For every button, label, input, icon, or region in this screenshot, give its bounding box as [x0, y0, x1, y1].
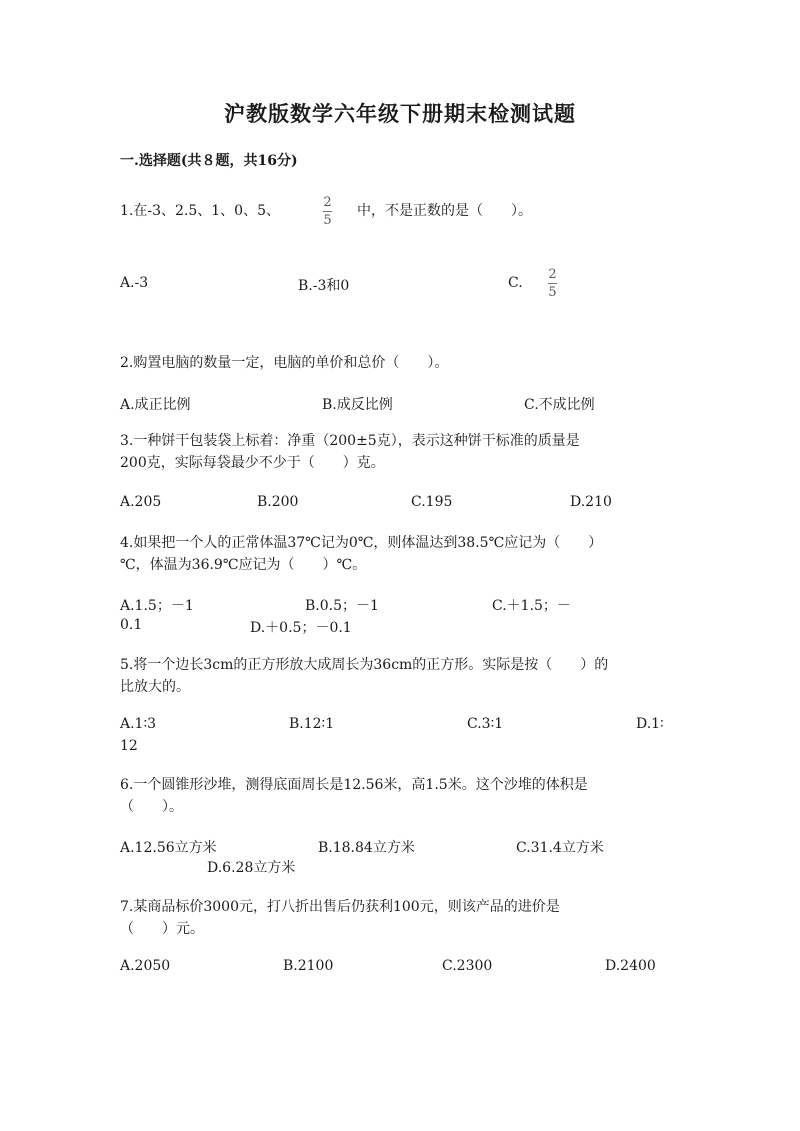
- fraction-bar: [323, 211, 332, 212]
- question-2-option-c[interactable]: C.不成比例: [524, 397, 595, 413]
- fraction-bar: [548, 283, 557, 284]
- question-4-line-1: 4.如果把一个人的正常体温37℃记为0℃，则体温达到38.5℃应记为（ ）: [120, 535, 603, 551]
- question-1-option-c[interactable]: C.: [508, 275, 523, 291]
- question-2-option-b[interactable]: B.成反比例: [322, 397, 393, 413]
- question-7-option-c[interactable]: C.2300: [442, 958, 493, 974]
- question-7-option-b[interactable]: B.2100: [283, 958, 334, 974]
- question-2-text: 2.购置电脑的数量一定，电脑的单价和总价（ ）。: [120, 355, 449, 371]
- question-7-line-2: （ ）元。: [120, 921, 204, 937]
- question-7-line-1: 7.某商品标价3000元，打八折出售后仍获利100元，则该产品的进价是: [120, 899, 560, 915]
- question-1-option-a[interactable]: A.-3: [120, 275, 149, 291]
- question-4-line-2: ℃，体温为36.9℃应记为（ ）℃。: [120, 557, 367, 573]
- question-5-option-b[interactable]: B.12∶1: [289, 716, 335, 732]
- question-6-option-a[interactable]: A.12.56立方米: [120, 840, 217, 856]
- question-6-option-d[interactable]: D.6.28立方米: [207, 860, 296, 876]
- question-1-text-a: 1.在-3、2.5、1、0、5、: [120, 203, 280, 219]
- question-7-option-d[interactable]: D.2400: [605, 958, 656, 974]
- question-4-option-c[interactable]: C.＋1.5；－: [492, 598, 571, 614]
- fraction-denominator: 5: [548, 285, 557, 300]
- question-3-option-b[interactable]: B.200: [257, 494, 299, 510]
- question-5-option-a[interactable]: A.1∶3: [120, 716, 157, 732]
- question-6-option-c[interactable]: C.31.4立方米: [516, 840, 604, 856]
- question-6-line-2: （ ）。: [120, 799, 183, 815]
- question-2-option-a[interactable]: A.成正比例: [120, 397, 191, 413]
- question-3-line-2: 200克，实际每袋最少不少于（ ）克。: [120, 455, 385, 471]
- fraction-numerator: 2: [323, 195, 332, 210]
- question-4-option-b[interactable]: B.0.5；－1: [305, 598, 379, 614]
- question-6-line-1: 6.一个圆锥形沙堆，测得底面周长是12.56米，高1.5米。这个沙堆的体积是: [120, 777, 588, 793]
- question-1-fraction: [323, 196, 332, 228]
- question-3-option-c[interactable]: C.195: [411, 494, 453, 510]
- question-4-option-c-continued: 0.1: [120, 617, 143, 633]
- question-3-option-a[interactable]: A.205: [120, 494, 162, 510]
- question-7-option-a[interactable]: A.2050: [120, 958, 171, 974]
- question-3-line-1: 3.一种饼干包装袋上标着：净重（200±5克），表示这种饼干标准的质量是: [120, 433, 580, 449]
- question-5-option-d[interactable]: D.1∶: [636, 716, 664, 732]
- question-4-option-a[interactable]: A.1.5；－1: [120, 598, 194, 614]
- question-1-option-b[interactable]: B.-3和0: [298, 278, 350, 294]
- question-5-option-c[interactable]: C.3∶1: [467, 716, 504, 732]
- question-3-option-d[interactable]: D.210: [570, 494, 612, 510]
- question-1-option-c-fraction: [548, 268, 557, 300]
- question-1-text-b: 中，不是正数的是（ ）。: [357, 203, 532, 219]
- fraction-denominator: 5: [323, 213, 332, 228]
- question-5-line-1: 5.将一个边长3cm的正方形放大成周长为36cm的正方形。实际是按（ ）的: [120, 657, 609, 673]
- question-4-option-d[interactable]: D.＋0.5；－0.1: [250, 620, 352, 636]
- page-title: 沪教版数学六年级下册期末检测试题: [224, 101, 576, 126]
- fraction-numerator: 2: [548, 267, 557, 282]
- question-5-option-d-continued: 12: [120, 738, 138, 754]
- question-5-line-2: 比放大的。: [120, 679, 190, 695]
- question-6-option-b[interactable]: B.18.84立方米: [318, 840, 415, 856]
- section-heading: 一.选择题(共８题，共16分): [120, 153, 298, 169]
